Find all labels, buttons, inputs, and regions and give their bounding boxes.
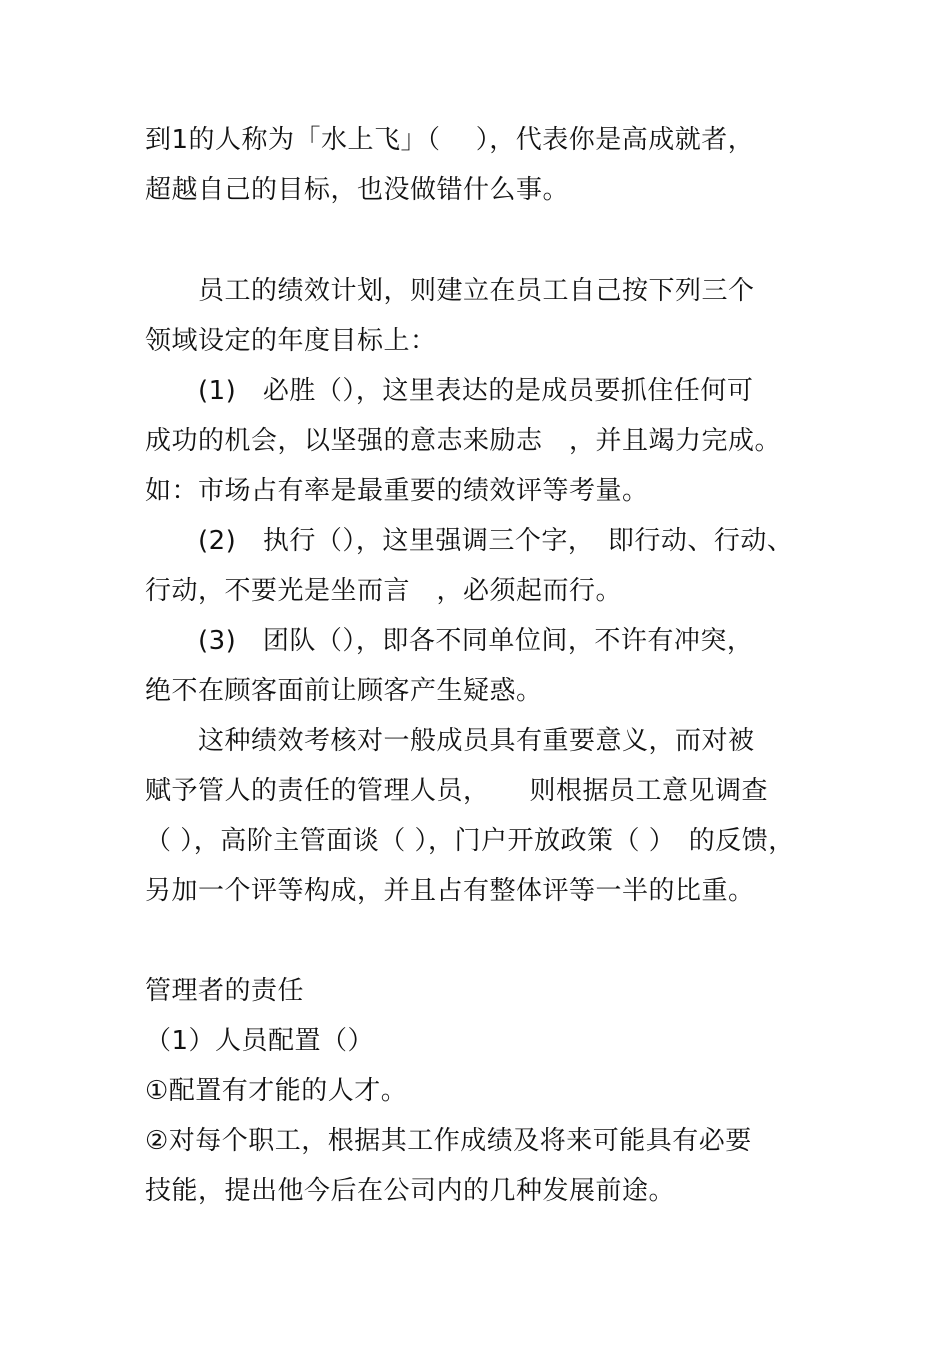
text-line: 如：市场占有率是最重要的绩效评等考量。	[145, 476, 649, 506]
text-line: (2) 执行（），这里强调三个字， 即行动、行动、	[145, 526, 794, 556]
text-line: 绝不在顾客面前让顾客产生疑惑。	[145, 676, 543, 706]
text-line: ②对每个职工，根据其工作成绩及将来可能具有必要	[145, 1126, 752, 1156]
text-line: (3) 团队（），即各不同单位间，不许有冲突，	[145, 626, 754, 656]
text-line: 技能，提出他今后在公司内的几种发展前途。	[145, 1176, 676, 1206]
text-line: （ ），高阶主管面谈（ ），门户开放政策（ ） 的反馈，	[145, 826, 795, 856]
text-line: 这种绩效考核对一般成员具有重要意义，而对被	[145, 726, 755, 756]
text-line: 赋予管人的责任的管理人员， 则根据员工意见调查	[145, 776, 769, 806]
text-line: 员工的绩效计划，则建立在员工自己按下列三个	[145, 276, 755, 306]
text-line: ①配置有才能的人才。	[145, 1076, 408, 1106]
text-line: 超越自己的目标，也没做错什么事。	[145, 175, 570, 205]
text-line: 另加一个评等构成，并且占有整体评等一半的比重。	[145, 876, 755, 906]
text-line: 到1的人称为「水上飞」（ ），代表你是高成就者，	[145, 125, 755, 155]
text-line: 成功的机会，以坚强的意志来励志 ，并且竭力完成。	[145, 426, 782, 456]
text-line: 行动，不要光是坐而言 ，必须起而行。	[145, 576, 623, 606]
text-line: 领域设定的年度目标上：	[145, 326, 437, 356]
text-line: （1）人员配置（）	[145, 1026, 375, 1056]
section-heading: 管理者的责任	[145, 976, 305, 1006]
text-line: (1) 必胜（），这里表达的是成员要抓住任何可	[145, 376, 754, 406]
